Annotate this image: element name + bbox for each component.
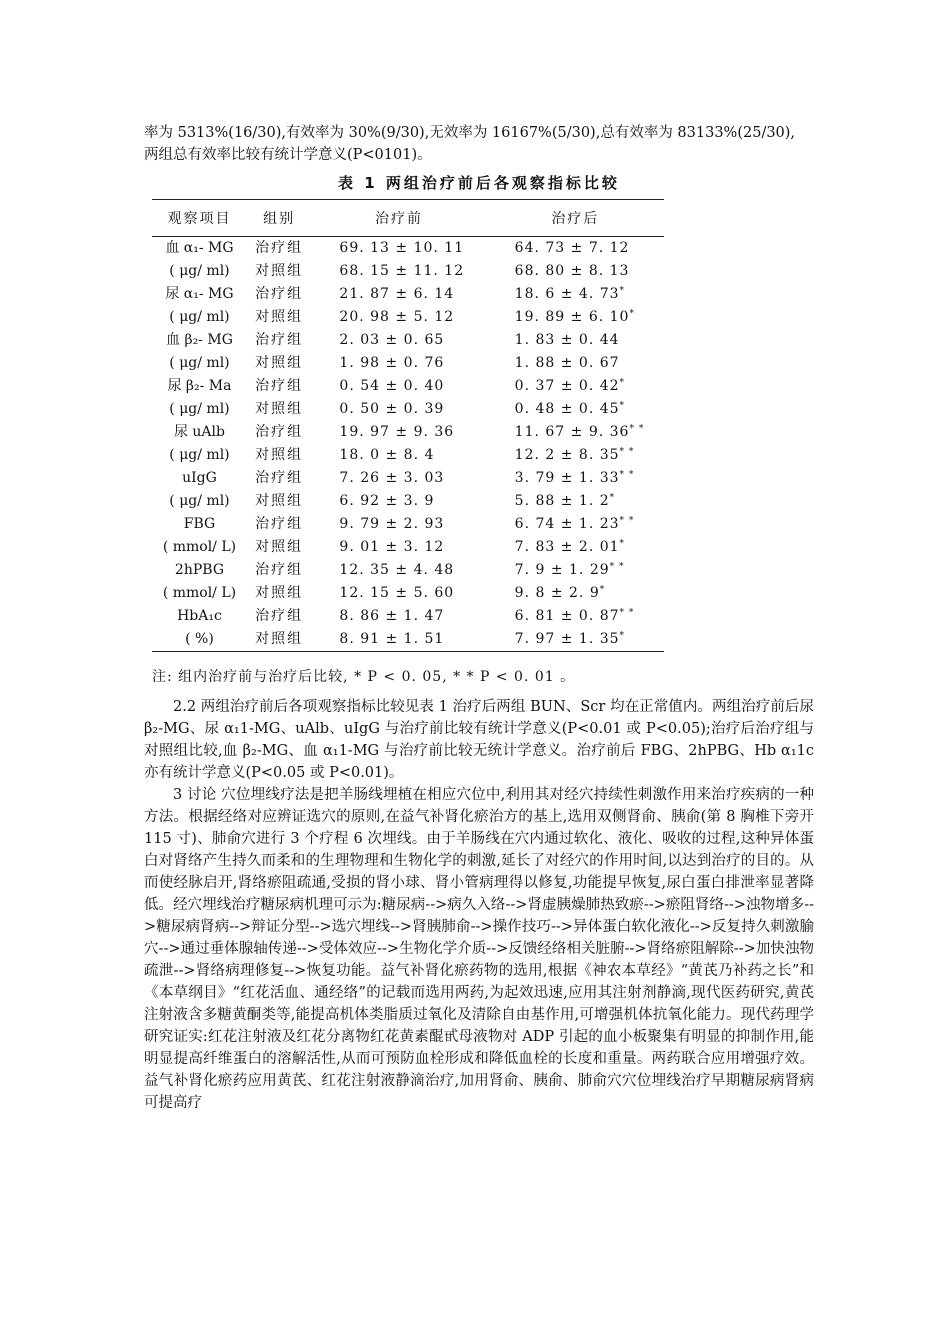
- row-after-cell: [487, 605, 664, 628]
- row-before-cell-text: 68. 15 ± 11. 12: [339, 263, 465, 279]
- intro-line-2: 两组总有效率比较有统计学意义(P<0101)。: [144, 147, 432, 163]
- row-group-cell: [247, 260, 311, 283]
- row-group-cell: [247, 352, 311, 375]
- row-before-cell: [311, 398, 486, 421]
- row-item-cell-text: ( mmol/ L): [162, 585, 237, 601]
- row-group-cell: [247, 490, 311, 513]
- row-item-cell-text: ( μg/ ml): [169, 401, 230, 417]
- row-before-cell-text: 1. 98 ± 0. 76: [339, 355, 445, 371]
- significance-mark: *: [619, 539, 626, 549]
- row-after-cell-text: 5. 88 ± 1. 2: [514, 493, 610, 509]
- row-before-cell: [311, 536, 486, 559]
- row-group-cell: [247, 444, 311, 467]
- row-before-cell: [311, 237, 486, 261]
- row-item-cell: [152, 421, 247, 444]
- row-item-cell: [152, 559, 247, 582]
- table-row: [152, 306, 664, 329]
- table-row: [152, 444, 664, 467]
- significance-mark: * *: [619, 608, 635, 618]
- row-group-cell-text: 治疗组: [255, 516, 304, 532]
- row-after-cell: [487, 628, 664, 652]
- row-after-cell: [487, 283, 664, 306]
- table-caption: 表 1 两组治疗前后各观察指标比较: [338, 174, 620, 192]
- significance-mark: * *: [619, 470, 635, 480]
- row-item-cell-text: ( %): [185, 631, 214, 647]
- row-item-cell-text: 尿 α₁- MG: [165, 286, 234, 302]
- row-item-cell: [152, 490, 247, 513]
- header-after: 治疗后: [487, 200, 664, 237]
- row-after-cell: [487, 559, 664, 582]
- row-after-cell-text: 19. 89 ± 6. 10: [514, 309, 630, 325]
- table-header-row: [152, 200, 664, 237]
- row-group-cell-text: 对照组: [255, 401, 304, 417]
- significance-mark: *: [619, 401, 626, 411]
- row-before-cell-text: 21. 87 ± 6. 14: [339, 286, 455, 302]
- row-after-cell: [487, 582, 664, 605]
- row-before-cell-text: 6. 92 ± 3. 9: [339, 493, 435, 509]
- row-after-cell: [487, 237, 664, 261]
- row-before-cell: [311, 444, 486, 467]
- significance-mark: * *: [609, 562, 625, 572]
- comparison-table: [152, 199, 664, 652]
- row-item-cell-text: ( mmol/ L): [162, 539, 237, 555]
- row-group-cell-text: 对照组: [255, 309, 304, 325]
- row-group-cell: [247, 329, 311, 352]
- row-after-cell: [487, 398, 664, 421]
- row-group-cell-text: 治疗组: [255, 608, 304, 624]
- row-before-cell-text: 7. 26 ± 3. 03: [339, 470, 445, 486]
- significance-mark: * *: [629, 424, 645, 434]
- row-after-cell-text: 68. 80 ± 8. 13: [514, 263, 630, 279]
- table-row: [152, 513, 664, 536]
- row-item-cell-text: HbA₁c: [177, 608, 222, 624]
- row-item-cell-text: 2hPBG: [174, 562, 224, 578]
- paragraph-discussion: 3 讨论 穴位埋线疗法是把羊肠线埋植在相应穴位中,利用其对经穴持续性刺激作用来治疗疾病的一种方法。根据经络对应辨证选穴的原则,在益气补肾化瘀治方的基上,选用双侧肾俞、胰俞(第 8 胸椎下旁开 115 寸)、肺俞穴进行 3 个疗程 6 次埋线。由于羊肠线在穴内通过软化、液化、吸收的过程,这种异体蛋白对肾络产生持久而柔和的生理物理和生物化学的刺激,延长了对经穴的作用时间,以达到治疗的目的。从而使经脉启开,肾络瘀阻疏通,受损的肾小球、肾小管病理得以修复,功能提早恢复,尿白蛋白排泄率显著降低。经穴埋线治疗糖尿病机理可示为:糖尿病-->病久入络-->肾虚胰燥肺热致瘀-->瘀阻肾络-->浊物增多-->糖尿病肾病-->辩证分型-->选穴埋线-->肾胰肺俞-->操作技巧-->异体蛋白软化液化-->反复持久刺激腧穴-->通过垂体腺轴传递-->受体效应-->生物化学介质-->反馈经络相关脏腑-->肾络瘀阻解除-->加快浊物疏泄-->肾络病理修复-->恢复功能。益气补肾化瘀药物的选用,根据《神农本草经》“黄芪乃补药之长”和《本草纲目》“红花活血、通经络”的记载而选用两药,为起效迅速,应用其注射剂静滴,现代医药研究,黄芪注射液含多糖黄酮类等,能提高机体类脂质过氧化及清除自由基作用,可增强机体抗氧化能力。现代药理学研究证实:红花注射液及红花分离物红花黄素醌甙母液物对 ADP 引起的血小板聚集有明显的抑制作用,能明显提高纤维蛋白的溶解活性,从而可预防血栓形成和降低血栓的长度和重量。两药联合应用增强疗效。益气补肾化瘀药应用黄芪、红花注射液静滴治疗,加用肾俞、胰俞、肺俞穴穴位埋线治疗早期糖尿病肾病可提高疗: [144, 787, 814, 1111]
- table-row: [152, 605, 664, 628]
- row-item-cell: [152, 306, 247, 329]
- row-item-cell-text: 血 α₁- MG: [165, 240, 234, 256]
- row-item-cell: [152, 582, 247, 605]
- row-after-cell-text: 12. 2 ± 8. 35: [514, 447, 620, 463]
- row-before-cell-text: 12. 15 ± 5. 60: [339, 585, 455, 601]
- row-item-cell-text: FBG: [183, 516, 216, 532]
- row-after-cell: [487, 421, 664, 444]
- row-group-cell: [247, 628, 311, 652]
- table-row: [152, 536, 664, 559]
- significance-mark: *: [629, 309, 635, 319]
- row-before-cell-text: 8. 86 ± 1. 47: [339, 608, 445, 624]
- table-wrapper: [152, 199, 664, 652]
- row-before-cell: [311, 329, 486, 352]
- significance-mark: * *: [619, 447, 635, 457]
- significance-mark: *: [599, 585, 606, 595]
- row-item-cell: [152, 605, 247, 628]
- row-item-cell: [152, 513, 247, 536]
- table-row: [152, 283, 664, 306]
- row-group-cell-text: 治疗组: [255, 470, 304, 486]
- row-after-cell-text: 0. 48 ± 0. 45: [514, 401, 620, 417]
- significance-mark: * *: [619, 516, 635, 526]
- row-item-cell-text: uIgG: [182, 470, 217, 486]
- row-after-cell: [487, 329, 664, 352]
- table-row: [152, 398, 664, 421]
- paragraph-results: 2.2 两组治疗前后各项观察指标比较见表 1 治疗后两组 BUN、Scr 均在正常值内。两组治疗前后尿 β₂-MG、尿 α₁1-MG、uAlb、uIgG 与治疗前比较有统计学意义(P<0.01 或 P<0.05);治疗后治疗组与对照组比较,血 β₂-MG、血 α₁1-MG 与治疗前比较无统计学意义。治疗前后 FBG、2hPBG、Hb α₁1c 亦有统计学意义(P<0.05 或 P<0.01)。: [144, 699, 814, 781]
- row-after-cell-text: 7. 83 ± 2. 01: [514, 539, 620, 555]
- row-group-cell: [247, 467, 311, 490]
- row-group-cell: [247, 398, 311, 421]
- row-after-cell-text: 0. 37 ± 0. 42: [514, 378, 620, 394]
- row-group-cell-text: 治疗组: [255, 562, 304, 578]
- row-after-cell-text: 6. 81 ± 0. 87: [514, 608, 620, 624]
- table-row: [152, 421, 664, 444]
- row-group-cell-text: 治疗组: [255, 240, 304, 256]
- row-after-cell: [487, 260, 664, 283]
- table-row: [152, 352, 664, 375]
- row-before-cell: [311, 513, 486, 536]
- row-item-cell-text: 尿 β₂- Ma: [167, 378, 232, 394]
- row-group-cell: [247, 513, 311, 536]
- significance-mark: *: [609, 493, 616, 503]
- row-group-cell-text: 对照组: [255, 493, 304, 509]
- row-item-cell: [152, 467, 247, 490]
- row-group-cell: [247, 283, 311, 306]
- row-before-cell: [311, 375, 486, 398]
- intro-line-1: 率为 5313%(16/30),有效率为 30%(9/30),无效率为 16167%(5/30),总有效率为 83133%(25/30),: [144, 125, 796, 141]
- row-before-cell-text: 12. 35 ± 4. 48: [339, 562, 455, 578]
- row-group-cell: [247, 306, 311, 329]
- row-group-cell-text: 对照组: [255, 447, 304, 463]
- row-after-cell-text: 64. 73 ± 7. 12: [514, 240, 630, 256]
- row-item-cell-text: ( μg/ ml): [169, 263, 230, 279]
- row-after-cell: [487, 490, 664, 513]
- row-before-cell: [311, 582, 486, 605]
- row-item-cell-text: ( μg/ ml): [169, 355, 230, 371]
- row-after-cell-text: 7. 97 ± 1. 35: [514, 631, 620, 647]
- table-row: [152, 375, 664, 398]
- row-group-cell-text: 对照组: [255, 263, 304, 279]
- row-before-cell: [311, 628, 486, 652]
- table-row: [152, 490, 664, 513]
- row-item-cell-text: ( μg/ ml): [169, 309, 230, 325]
- row-group-cell-text: 对照组: [255, 355, 304, 371]
- table-row: [152, 467, 664, 490]
- row-before-cell-text: 0. 54 ± 0. 40: [339, 378, 445, 394]
- row-after-cell-text: 3. 79 ± 1. 33: [514, 470, 620, 486]
- row-group-cell: [247, 582, 311, 605]
- row-before-cell-text: 19. 97 ± 9. 36: [339, 424, 455, 440]
- row-after-cell: [487, 536, 664, 559]
- row-item-cell: [152, 398, 247, 421]
- row-before-cell: [311, 260, 486, 283]
- row-after-cell-text: 7. 9 ± 1. 29: [514, 562, 610, 578]
- row-before-cell-text: 69. 13 ± 10. 11: [339, 240, 465, 256]
- row-after-cell-text: 6. 74 ± 1. 23: [514, 516, 620, 532]
- row-item-cell: [152, 237, 247, 261]
- table-row: [152, 559, 664, 582]
- row-before-cell: [311, 605, 486, 628]
- row-before-cell-text: 9. 79 ± 2. 93: [339, 516, 445, 532]
- row-before-cell: [311, 490, 486, 513]
- row-before-cell-text: 9. 01 ± 3. 12: [339, 539, 445, 555]
- row-before-cell-text: 8. 91 ± 1. 51: [339, 631, 445, 647]
- row-group-cell-text: 治疗组: [255, 378, 304, 394]
- row-group-cell-text: 治疗组: [255, 286, 304, 302]
- row-item-cell: [152, 444, 247, 467]
- row-group-cell: [247, 421, 311, 444]
- row-item-cell: [152, 283, 247, 306]
- row-item-cell-text: 血 β₂- MG: [166, 332, 233, 348]
- header-before: 治疗前: [311, 200, 486, 237]
- row-group-cell-text: 对照组: [255, 539, 304, 555]
- row-after-cell: [487, 467, 664, 490]
- row-item-cell-text: ( μg/ ml): [169, 447, 230, 463]
- row-after-cell-text: 1. 83 ± 0. 44: [514, 332, 620, 348]
- row-before-cell-text: 0. 50 ± 0. 39: [339, 401, 445, 417]
- row-after-cell-text: 18. 6 ± 4. 73: [514, 286, 620, 302]
- row-before-cell: [311, 283, 486, 306]
- row-group-cell: [247, 237, 311, 261]
- row-after-cell-text: 1. 88 ± 0. 67: [514, 355, 620, 371]
- row-group-cell-text: 治疗组: [255, 332, 304, 348]
- row-before-cell-text: 18. 0 ± 8. 4: [339, 447, 435, 463]
- row-item-cell: [152, 352, 247, 375]
- significance-mark: *: [619, 378, 626, 388]
- table-row: [152, 237, 664, 261]
- table-row: [152, 628, 664, 652]
- row-item-cell: [152, 628, 247, 652]
- row-after-cell: [487, 513, 664, 536]
- row-group-cell-text: 对照组: [255, 585, 304, 601]
- row-group-cell-text: 对照组: [255, 631, 304, 647]
- row-after-cell: [487, 375, 664, 398]
- row-before-cell-text: 2. 03 ± 0. 65: [339, 332, 445, 348]
- row-after-cell: [487, 352, 664, 375]
- row-before-cell: [311, 421, 486, 444]
- table-row: [152, 582, 664, 605]
- row-before-cell: [311, 352, 486, 375]
- row-before-cell: [311, 559, 486, 582]
- row-before-cell: [311, 306, 486, 329]
- header-group: 组别: [247, 200, 311, 237]
- row-after-cell: [487, 444, 664, 467]
- row-group-cell-text: 治疗组: [255, 424, 304, 440]
- header-item: 观察项目: [152, 200, 247, 237]
- table-note: 注: 组内治疗前与治疗后比较, * P < 0. 05, * * P < 0. 01 。: [152, 669, 576, 685]
- table-body: [152, 237, 664, 652]
- row-item-cell: [152, 536, 247, 559]
- row-after-cell-text: 11. 67 ± 9. 36: [514, 424, 630, 440]
- row-after-cell: [487, 306, 664, 329]
- row-group-cell: [247, 536, 311, 559]
- row-after-cell-text: 9. 8 ± 2. 9: [514, 585, 600, 601]
- row-group-cell: [247, 605, 311, 628]
- row-before-cell-text: 20. 98 ± 5. 12: [339, 309, 455, 325]
- document-page: [144, 122, 814, 1114]
- row-group-cell: [247, 375, 311, 398]
- significance-mark: *: [619, 631, 626, 641]
- row-before-cell: [311, 467, 486, 490]
- significance-mark: *: [619, 286, 626, 296]
- row-item-cell: [152, 375, 247, 398]
- table-row: [152, 329, 664, 352]
- row-item-cell-text: ( μg/ ml): [169, 493, 230, 509]
- table-row: [152, 260, 664, 283]
- row-item-cell: [152, 329, 247, 352]
- row-item-cell-text: 尿 uAlb: [173, 424, 225, 440]
- row-group-cell: [247, 559, 311, 582]
- row-item-cell: [152, 260, 247, 283]
